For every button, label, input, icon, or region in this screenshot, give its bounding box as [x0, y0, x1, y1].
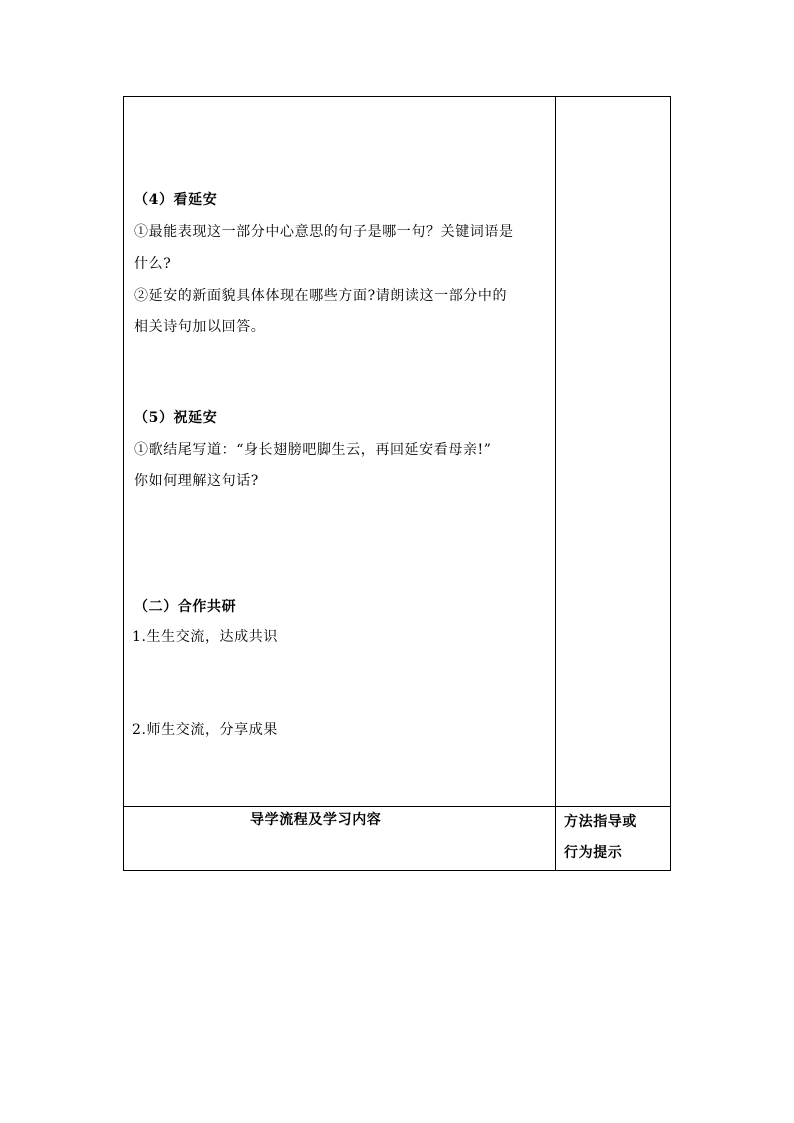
row-divider — [124, 806, 670, 807]
left-column-header: 导学流程及学习内容 — [250, 812, 382, 828]
lesson-table — [123, 96, 671, 871]
right-column-header-line-2: 行为提示 — [564, 845, 623, 861]
column-divider — [555, 97, 556, 870]
right-column-header-line-1: 方法指导或 — [564, 814, 637, 830]
section-5-question-1-line-1: ①歌结尾写道：“身长翅膀吧脚生云，再回延安看母亲!” — [134, 442, 492, 458]
section-4-question-2-line-2: 相关诗句加以回答。 — [134, 319, 266, 335]
cooperate-item-2: 2.师生交流，分享成果 — [132, 722, 278, 738]
section-5-question-1-line-2: 你如何理解这句话? — [134, 473, 259, 489]
cooperate-heading: （二）合作共研 — [134, 599, 237, 615]
cooperate-item-1: 1.生生交流，达成共识 — [132, 629, 278, 645]
section-4-heading: （4）看延安 — [134, 192, 218, 208]
section-4-question-2-line-1: ②延安的新面貌具体体现在哪些方面?请朗读这一部分中的 — [134, 288, 508, 304]
section-4-question-1-line-1: ①最能表现这一部分中心意思的句子是哪一句？关键词语是 — [134, 224, 514, 240]
section-5-heading: （5）祝延安 — [134, 410, 218, 426]
section-4-question-1-line-2: 什么? — [134, 256, 172, 272]
